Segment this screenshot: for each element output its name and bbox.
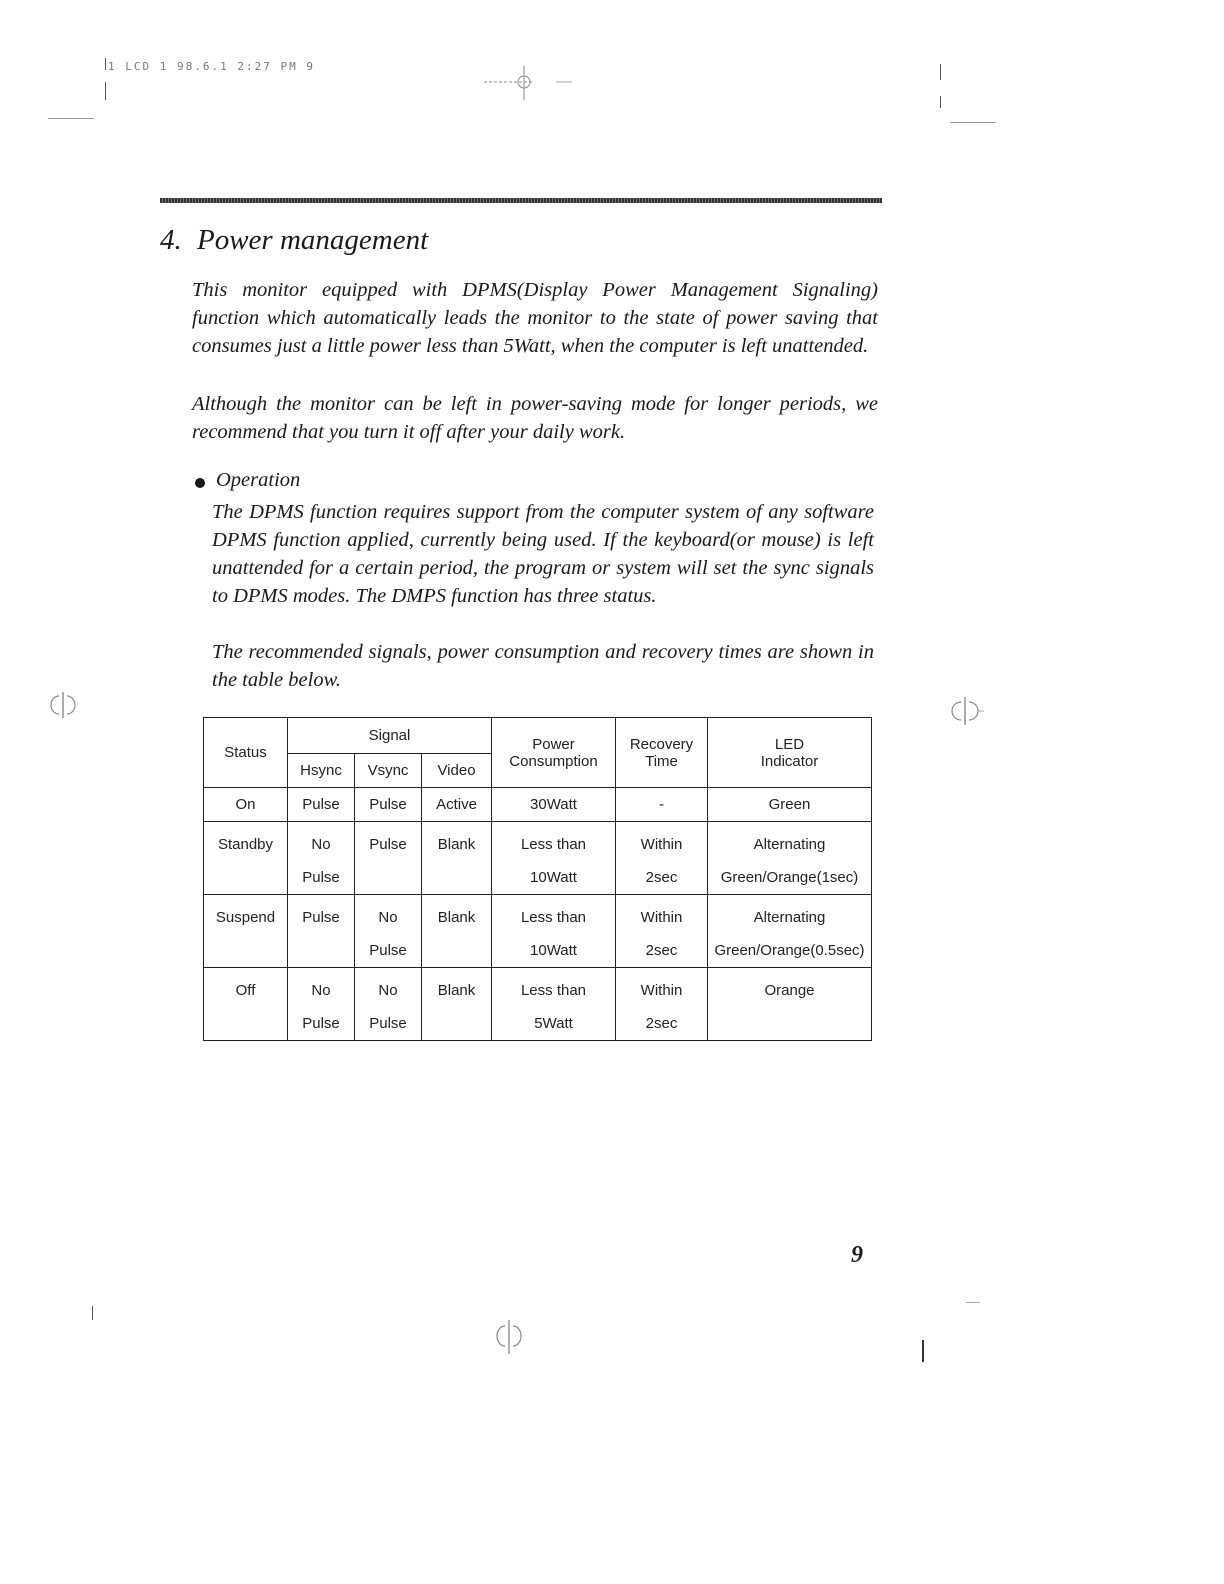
header-led: LED Indicator — [708, 718, 872, 788]
cell-led: Alternating Green/Orange(0.5sec) — [708, 895, 872, 968]
table-row — [204, 822, 872, 895]
cell-power: Less than 10Watt — [492, 895, 616, 968]
crop-mark-bottom-left-v — [92, 1306, 93, 1320]
cell-hsync: Pulse — [288, 895, 355, 968]
cell-video: Blank — [422, 968, 492, 1041]
registration-left-icon — [50, 690, 76, 720]
cell-vsync: No Pulse — [355, 895, 422, 968]
dpms-table — [203, 717, 872, 1041]
crop-mark-top-right-v — [940, 64, 941, 80]
section-title: Power management — [197, 224, 429, 256]
crop-mark-top-left-v — [105, 58, 106, 70]
cell-video: Blank — [422, 895, 492, 968]
header-crop-text: 1 LCD 1 98.6.1 2:27 PM 9 — [108, 60, 315, 73]
crop-mark-bottom-right-v — [922, 1340, 924, 1362]
operation-label: Operation — [216, 469, 301, 491]
operation-paragraph-2: The recommended signals, power consumption and recovery times are shown in the table below. — [212, 641, 874, 691]
top-rule — [160, 198, 882, 203]
cell-led: Orange — [708, 968, 872, 1041]
header-hsync: Hsync — [288, 754, 355, 788]
cell-video: Blank — [422, 822, 492, 895]
cell-status: Suspend — [204, 895, 288, 968]
cell-recovery: Within 2sec — [616, 895, 708, 968]
cell-video: Active — [422, 788, 492, 822]
section-heading — [160, 224, 428, 257]
bullet-icon — [195, 478, 205, 488]
crop-mark-top-left-v2 — [105, 82, 106, 100]
cell-vsync: No Pulse — [355, 968, 422, 1041]
cell-power: Less than 5Watt — [492, 968, 616, 1041]
cell-vsync: Pulse — [355, 788, 422, 822]
intro-paragraph-1: This monitor equipped with DPMS(Display Power Management Signaling) function which automatically leads the monitor to the state of power saving that consumes just a little power less than 5Watt, when the computer is left unattended. — [192, 279, 878, 357]
cell-hsync: No Pulse — [288, 822, 355, 895]
crop-mark-top-right-h — [950, 122, 996, 123]
cell-hsync: No Pulse — [288, 968, 355, 1041]
table-row — [204, 968, 872, 1041]
crop-mark-bottom-right-h — [966, 1302, 980, 1303]
cell-recovery: Within 2sec — [616, 968, 708, 1041]
cell-status: Off — [204, 968, 288, 1041]
crosshair-top-icon — [484, 60, 574, 104]
table-header-row — [204, 718, 872, 754]
intro-paragraph-2: Although the monitor can be left in power-saving mode for longer periods, we recommend that you turn it off after your daily work. — [192, 393, 878, 443]
registration-bottom-icon — [496, 1318, 522, 1356]
cell-power: 30Watt — [492, 788, 616, 822]
cell-vsync: Pulse — [355, 822, 422, 895]
cell-power: Less than 10Watt — [492, 822, 616, 895]
header-power: Power Consumption — [492, 718, 616, 788]
header-status: Status — [204, 718, 288, 788]
registration-right-icon — [950, 694, 986, 728]
cell-status: On — [204, 788, 288, 822]
cell-status: Standby — [204, 822, 288, 895]
crop-mark-top-right-v2 — [940, 96, 941, 108]
header-signal: Signal — [288, 718, 492, 754]
table-row — [204, 788, 872, 822]
cell-led: Green — [708, 788, 872, 822]
operation-paragraph-1: The DPMS function requires support from the computer system of any software DPMS function applied, currently being used. If the keyboard(or mouse) is left unattended for a certain period, the program or system will set the sync signals to DPMS modes. The DMPS function has three status. — [212, 501, 874, 607]
cell-recovery: - — [616, 788, 708, 822]
page-number: 9 — [851, 1242, 863, 1268]
crop-mark-top-left-h — [48, 118, 94, 119]
cell-led: Alternating Green/Orange(1sec) — [708, 822, 872, 895]
header-recovery: Recovery Time — [616, 718, 708, 788]
header-vsync: Vsync — [355, 754, 422, 788]
table-row — [204, 895, 872, 968]
header-video: Video — [422, 754, 492, 788]
cell-hsync: Pulse — [288, 788, 355, 822]
cell-recovery: Within 2sec — [616, 822, 708, 895]
section-number: 4. — [160, 224, 182, 256]
